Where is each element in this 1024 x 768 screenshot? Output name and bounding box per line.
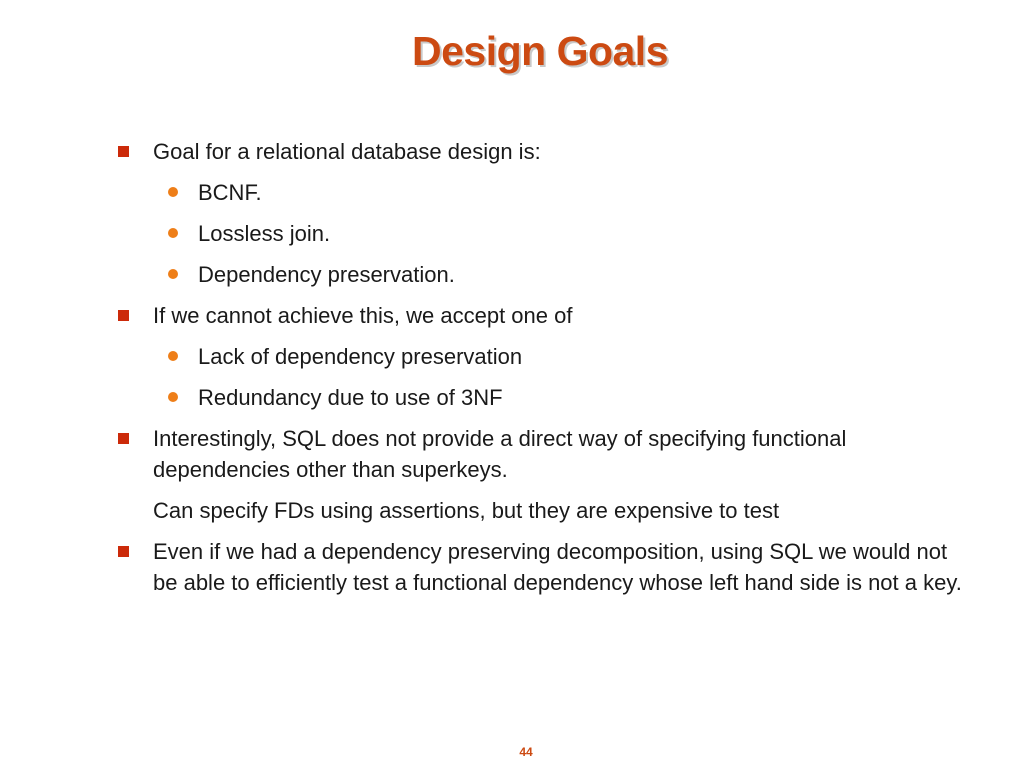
sub-bullet-text: Redundancy due to use of 3NF	[198, 385, 503, 410]
sub-bullet-item	[114, 341, 974, 372]
sub-bullet-text: BCNF.	[198, 180, 262, 205]
bullet-item	[114, 423, 974, 485]
page-number: 44	[519, 745, 533, 759]
sub-bullet-text: Dependency preservation.	[198, 262, 455, 287]
sub-bullet-item	[114, 177, 974, 208]
square-bullet-icon	[118, 310, 129, 321]
bullet-text: Even if we had a dependency preserving decomposition, using SQL we would not be able to efficiently test a functional dependency whose left hand side is not a key.	[153, 539, 962, 595]
sub-bullet-item	[114, 382, 974, 413]
slide-title: Design Goals	[411, 28, 668, 74]
bullet-text: Goal for a relational database design is:	[153, 139, 541, 164]
bullet-text: If we cannot achieve this, we accept one of	[153, 303, 573, 328]
round-bullet-icon	[168, 392, 178, 402]
bullet-continuation: Can specify FDs using assertions, but they are expensive to test	[153, 498, 780, 523]
sub-bullet-text: Lack of dependency preservation	[198, 344, 523, 369]
square-bullet-icon	[118, 433, 129, 444]
square-bullet-icon	[118, 146, 129, 157]
sub-bullet-text: Lossless join.	[198, 221, 331, 246]
bullet-item	[114, 536, 974, 598]
sub-bullet-item	[114, 259, 974, 290]
round-bullet-icon	[168, 187, 178, 197]
round-bullet-icon	[168, 269, 178, 279]
round-bullet-icon	[168, 351, 178, 361]
bullet-text: Interestingly, SQL does not provide a direct way of specifying functional dependencies other than superkeys.	[153, 426, 847, 482]
slide-content	[114, 136, 974, 608]
round-bullet-icon	[168, 228, 178, 238]
bullet-item	[114, 136, 974, 167]
square-bullet-icon	[118, 546, 129, 557]
bullet-item	[114, 300, 974, 331]
sub-bullet-item	[114, 218, 974, 249]
